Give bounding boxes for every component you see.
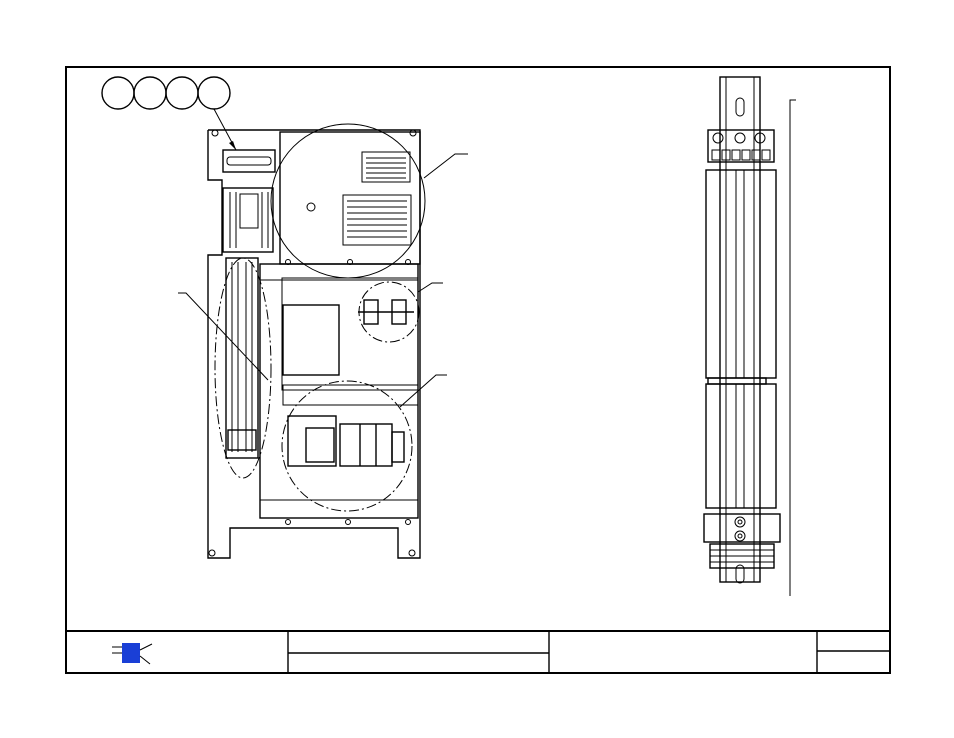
company-logo bbox=[112, 643, 152, 664]
bubble-89 bbox=[198, 77, 230, 109]
bubble-87 bbox=[166, 77, 198, 109]
detail-a-drawing bbox=[704, 77, 796, 596]
panel-assembly bbox=[208, 124, 425, 558]
title-block bbox=[66, 631, 890, 673]
callout-detail-d bbox=[424, 154, 468, 178]
callout-detail-a bbox=[178, 293, 268, 380]
bubble-61 bbox=[102, 77, 134, 109]
callout-detail-b bbox=[418, 283, 443, 292]
bubble-74 bbox=[134, 77, 166, 109]
group-bubbles bbox=[102, 77, 236, 150]
callout-detail-c bbox=[400, 375, 447, 407]
drawing-border bbox=[66, 67, 890, 673]
